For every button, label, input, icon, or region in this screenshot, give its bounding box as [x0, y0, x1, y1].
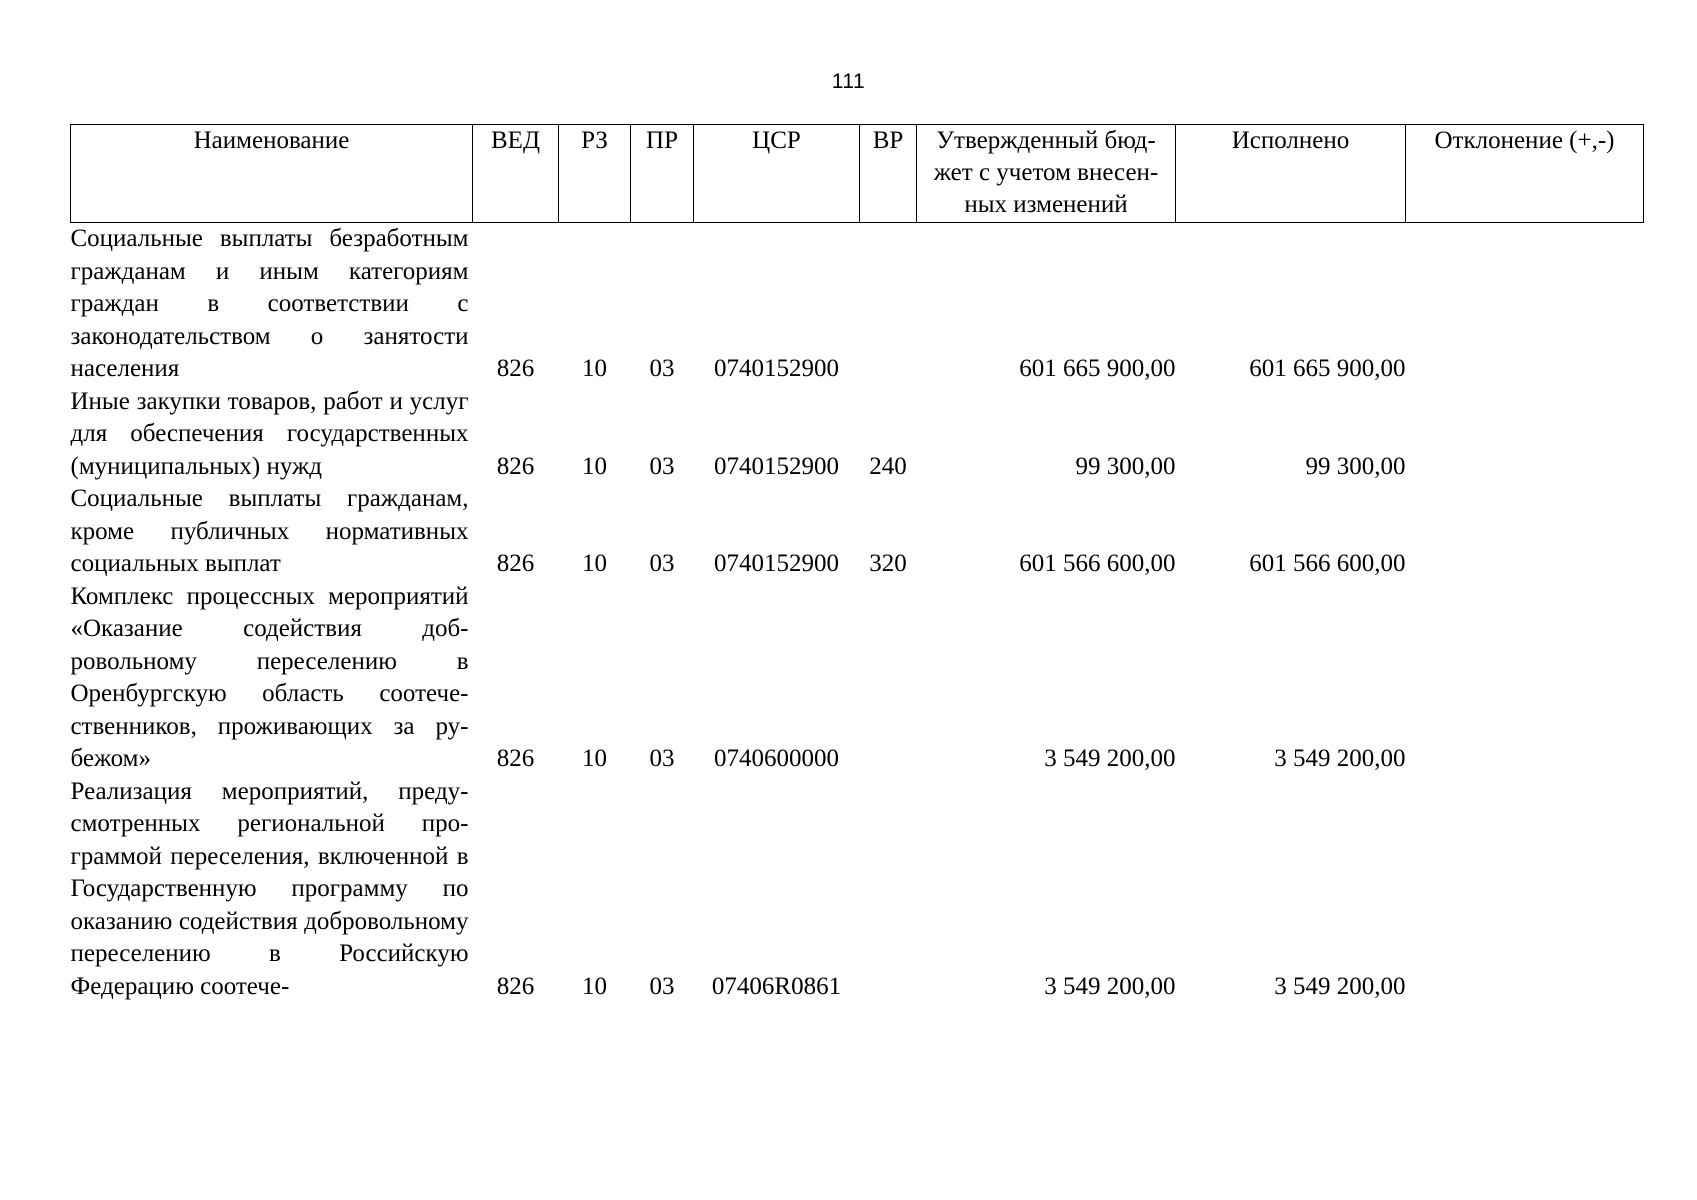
row-approved: 3 549 200,00 [1044, 972, 1176, 1000]
row-rz: 10 [582, 745, 607, 772]
row-approved: 601 665 900,00 [1019, 355, 1176, 382]
row-csr: 0740152900 [714, 355, 839, 382]
row-executed: 601 665 900,00 [1249, 355, 1406, 382]
budget-table [70, 124, 1644, 1003]
table-row [71, 223, 1644, 386]
page-number: 111 [831, 70, 866, 93]
row-vr [860, 223, 917, 386]
row-pr: 03 [649, 355, 675, 382]
table-row [71, 386, 1644, 484]
row-ved: 826 [496, 550, 535, 577]
row-executed: 3 549 200,00 [1274, 745, 1406, 772]
row-rz: 10 [582, 355, 607, 382]
row-executed: 601 566 600,00 [1249, 550, 1406, 577]
row-approved: 3 549 200,00 [1044, 745, 1176, 772]
row-name: Социальные выплаты гражданам, кроме публичных нормативных социальных выплат [70, 485, 469, 577]
row-deviation [1406, 776, 1644, 1004]
row-rz: 10 [582, 452, 607, 480]
row-csr: 07406R0861 [711, 972, 842, 1000]
row-csr: 0740152900 [714, 550, 839, 577]
table-header [71, 125, 1644, 223]
row-vr: 320 [869, 550, 907, 577]
header-vr: ВР [860, 125, 917, 223]
header-approved-budget: Утвержденный бюд-жет с учетом внесен-ных изменений [917, 125, 1176, 223]
row-pr: 03 [649, 972, 675, 1000]
row-deviation [1406, 223, 1644, 386]
row-name: Иные закупки товаров, работ и услуг для обеспечения государственных (муниципальных) нужд [70, 387, 469, 480]
header-csr: ЦСР [694, 125, 860, 223]
row-deviation [1406, 581, 1644, 776]
row-executed: 3 549 200,00 [1274, 972, 1406, 1000]
row-executed: 99 300,00 [1305, 452, 1406, 480]
row-csr: 0740152900 [714, 452, 839, 480]
row-approved: 601 566 600,00 [1019, 550, 1176, 577]
table-row [71, 776, 1644, 1004]
row-csr: 0740600000 [714, 745, 839, 772]
row-vr [860, 776, 917, 1004]
table-row [71, 483, 1644, 581]
table-body [71, 223, 1644, 1004]
row-deviation [1406, 483, 1644, 581]
row-vr: 240 [869, 452, 907, 480]
row-pr: 03 [649, 452, 675, 480]
row-ved: 826 [496, 355, 535, 382]
row-name: Социальные выплаты безработным гражданам и иным категориям граждан в соответствии с законодательством о занятости населения [70, 225, 469, 382]
row-ved: 826 [496, 972, 535, 1000]
header-name: Наименование [71, 125, 473, 223]
header-pr: ПР [631, 125, 694, 223]
row-approved: 99 300,00 [1075, 452, 1176, 480]
header-rz: РЗ [559, 125, 631, 223]
table-row [71, 581, 1644, 776]
row-rz: 10 [582, 972, 607, 1000]
row-ved: 826 [496, 452, 535, 480]
header-deviation: Отклонение (+,-) [1406, 125, 1644, 223]
row-ved: 826 [496, 745, 535, 772]
row-deviation [1406, 386, 1644, 484]
row-rz: 10 [582, 550, 607, 577]
row-vr [860, 581, 917, 776]
row-pr: 03 [649, 745, 675, 772]
header-ved: ВЕД [473, 125, 559, 223]
row-name: Реализация мероприятий, предусмотренных региональной программой переселения, включенной в Государственную программу по оказанию содействия добровольному переселению в Российскую Федерацию соотече- [70, 777, 469, 1000]
header-executed: Исполнено [1176, 125, 1406, 223]
row-name: Комплекс процессных мероприятий «Оказание содействия добровольному переселению в Оренбургскую область соотечественников, проживающих за рубежом» [70, 582, 469, 772]
row-pr: 03 [649, 550, 675, 577]
